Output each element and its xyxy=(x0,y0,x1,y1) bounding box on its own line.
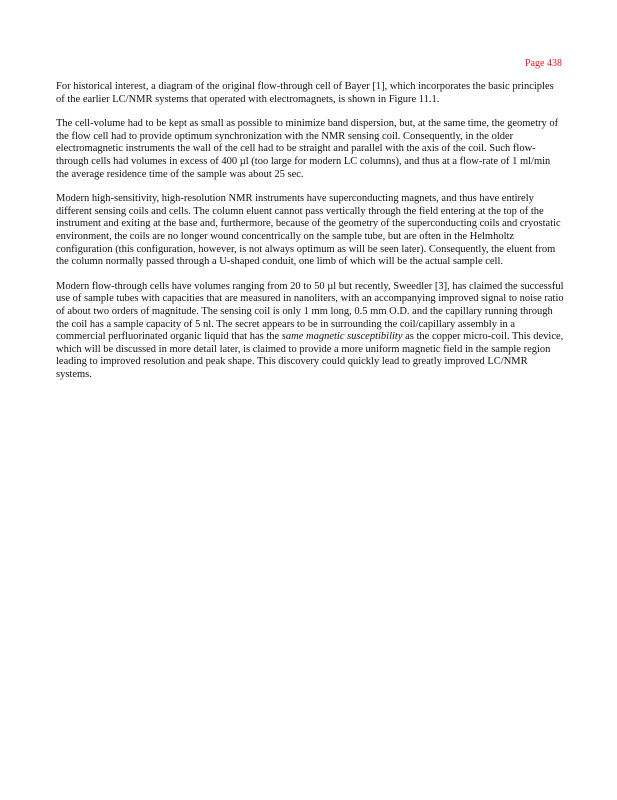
paragraph-text-end: as the copper micro-coil. This device, which will be discussed in more detail later, is claimed to provide a more uniform magnetic field in the sample region leading to improved resolution and peak shape. This discovery could quickly lead to greatly improved LC/NMR systems. xyxy=(56,331,564,380)
paragraph-modern-flow-cells xyxy=(56,281,564,382)
emphasis-magnetic-susceptibility: same magnetic susceptibility xyxy=(281,331,403,343)
document-body xyxy=(56,81,564,393)
paragraph-cell-volume: The cell-volume had to be kept as small as possible to minimize band dispersion, but, at the same time, the geometry of the flow cell had to provide optimum synchronization with the NMR sensing coil. Consequently, in the older electromagnetic instruments the wall of the cell had to be straight and parallel with the axis of the coil. Such flow-through cells had volumes in excess of 400 µl (too large for modern LC columns), and thus at a flow-rate of 1 ml/min the average residence time of the sample was about 25 sec. xyxy=(56,118,559,180)
page-number: Page 438 xyxy=(525,58,562,69)
paragraph-text-start: Modern flow-through cells have volumes ranging from 20 to 50 µl but recently, Sweedler [3], has claimed the successful use of sample tubes with capacities that are measured in nanoliters, with an accompanying improved signal to noise ratio of about two orders of magnitude. The sensing coil is only 1 mm long, 0.5 mm O.D. and the capillary running through the coil has a sample capacity of 5 nl. The secret appears to be in surrounding the coil/capillary assembly in a commercial perfluorinated organic liquid that has the xyxy=(56,280,564,343)
paragraph-historical-interest: For historical interest, a diagram of the original flow-through cell of Bayer [1], which incorporates the basic principles of the earlier LC/NMR systems that operated with electromagnets, is shown in Figure 11.1. xyxy=(56,81,554,105)
paragraph-modern-instruments: Modern high-sensitivity, high-resolution NMR instruments have superconducting magnets, and thus have entirely different sensing coils and cells. The column eluent cannot pass vertically through the field entering at the top of the instrument and exiting at the base and, furthermore, because of the geometry of the superconducting coils and cryostatic environment, the coils are no longer wound concentrically on the sample tube, but are often in the Helmholtz configuration (this configuration, however, is not always optimum as will be seen later). Consequently, the eluent from the column normally passed through a U-shaped conduit, one limb of which will be the actual sample cell. xyxy=(56,193,561,268)
